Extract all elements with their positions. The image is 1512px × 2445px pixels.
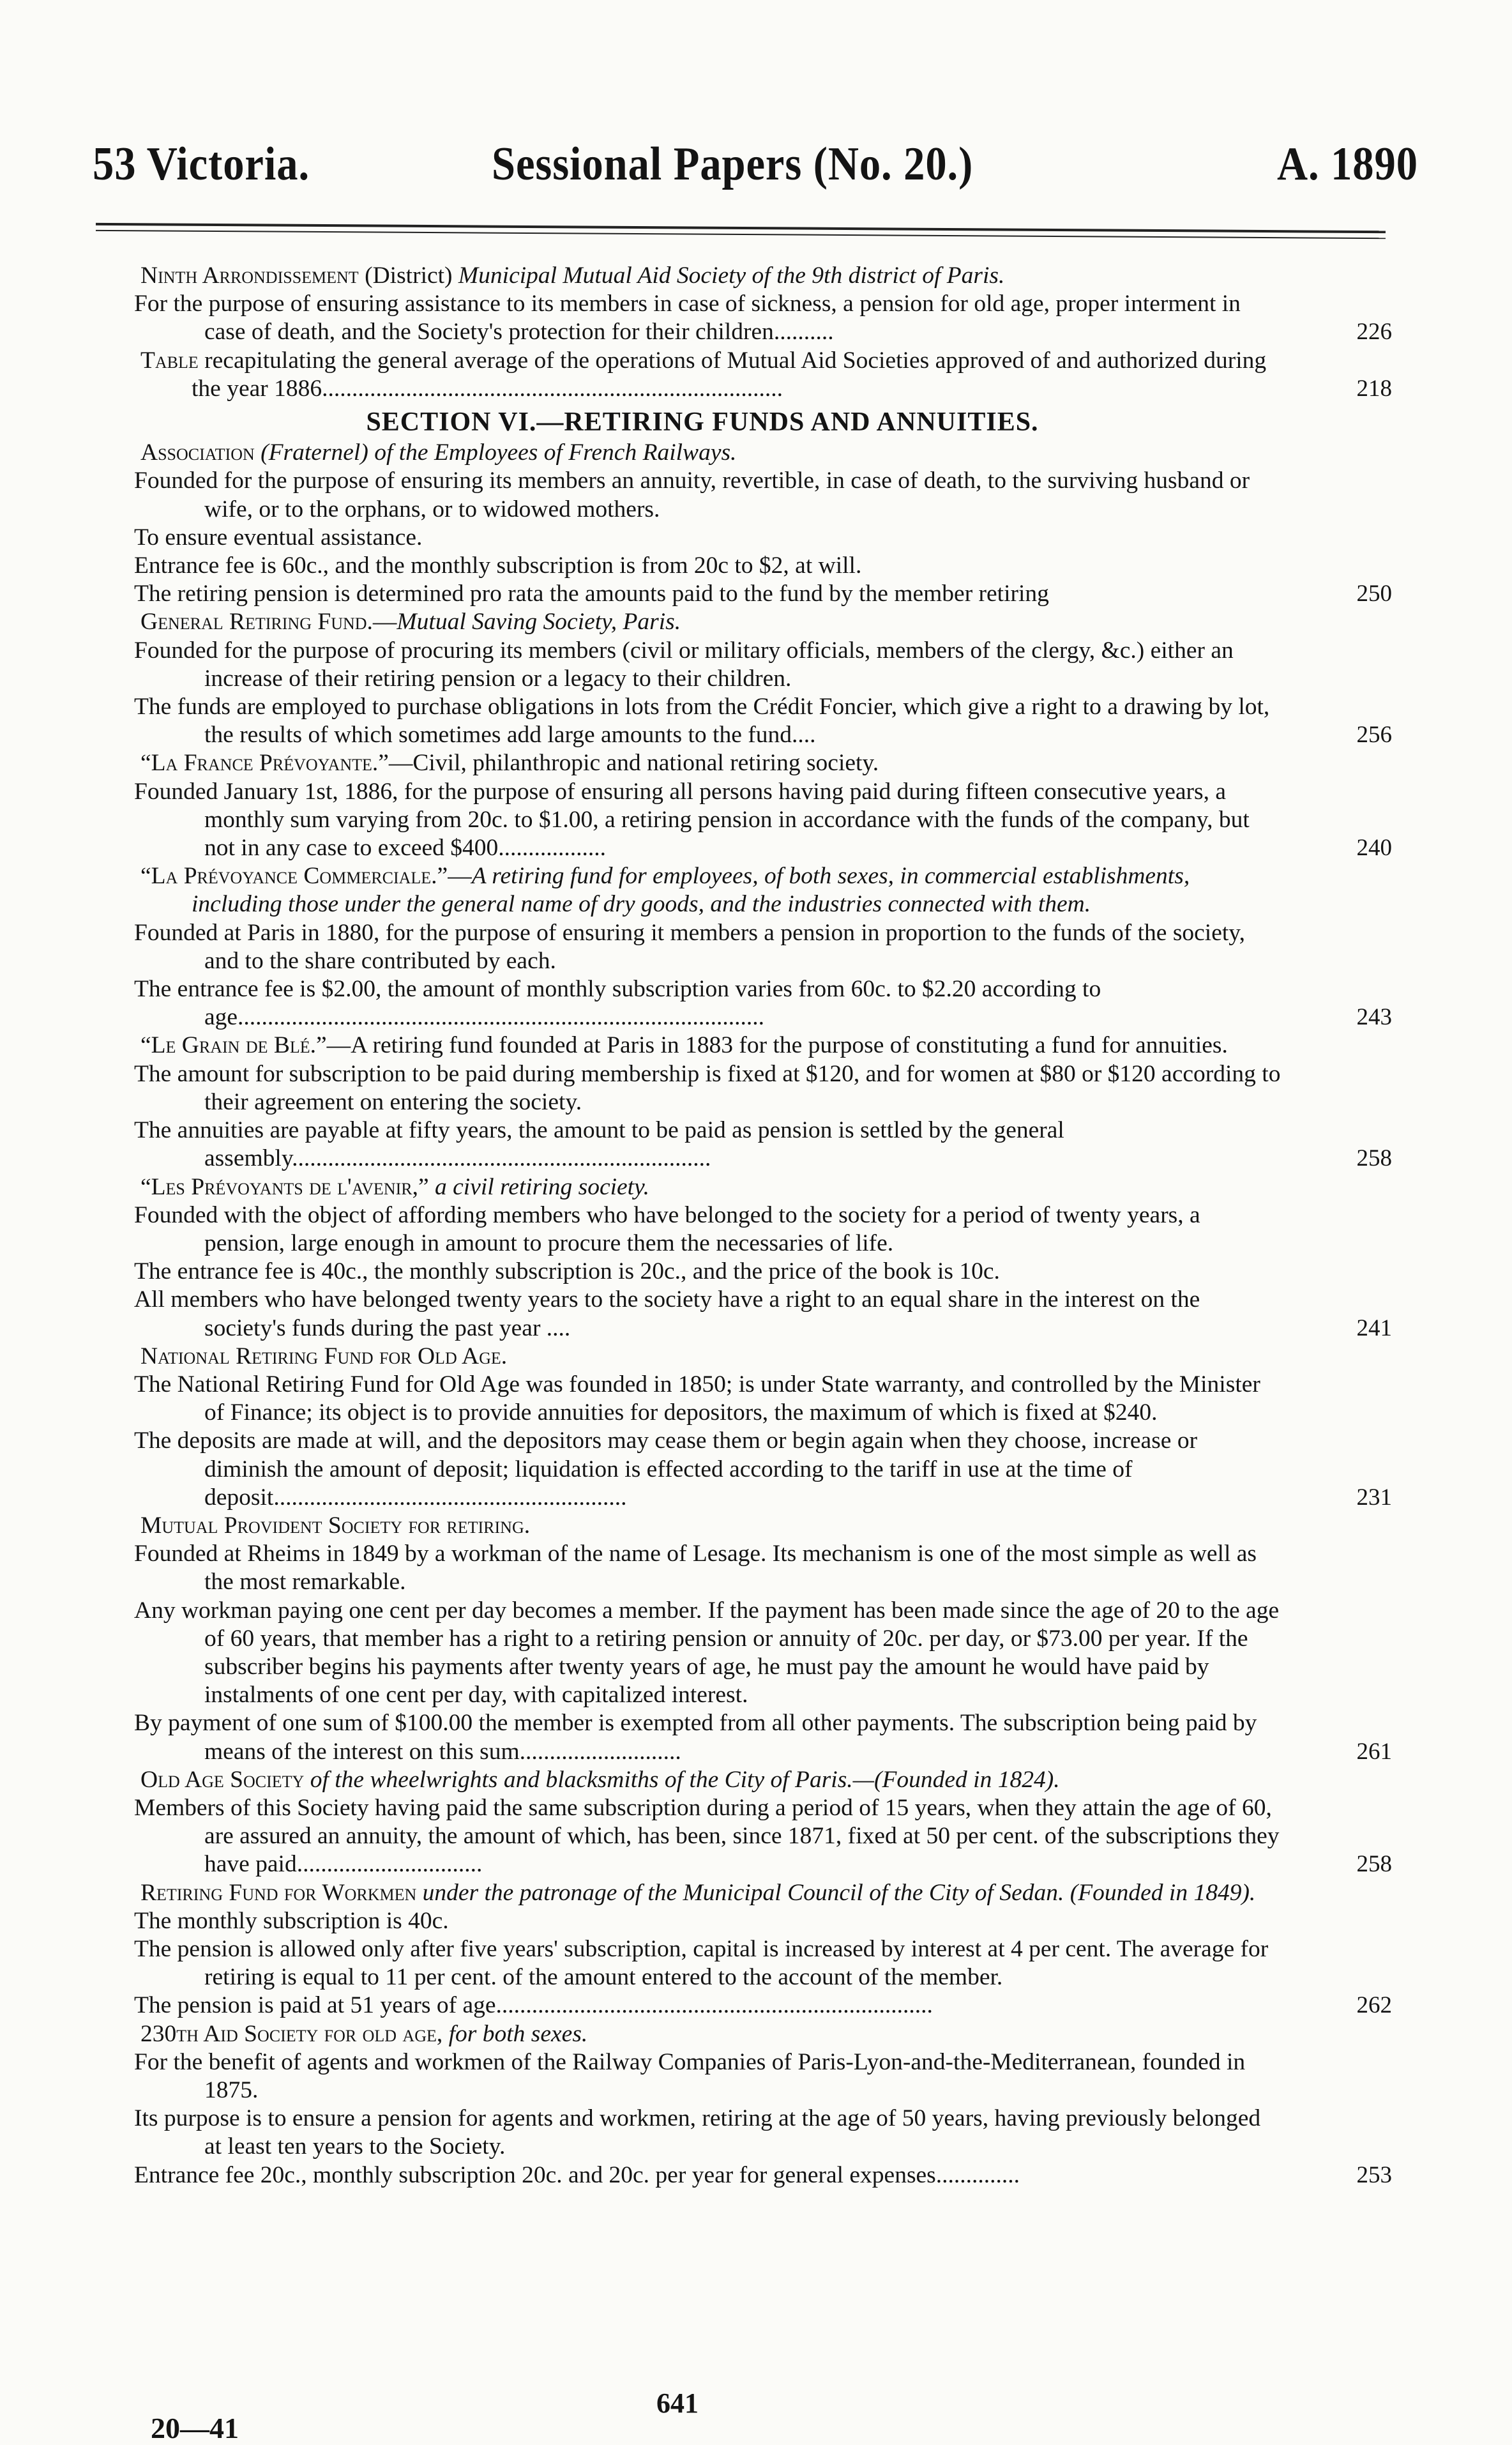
entry-paragraph: Founded with the object of affording members who have belonged to the society for a period of twenty years, a pension, large enough in amount to procure them the necessaries of life.: [134, 1201, 1200, 1256]
entry-paragraph: Entrance fee 20c., monthly subscription 20c. and 20c. per year for general expenses..............: [134, 2161, 1020, 2188]
page-reference: 262: [1356, 1992, 1392, 2019]
entry: [89, 1032, 1392, 1173]
entry: [89, 749, 1392, 862]
entry-title: General Retiring Fund.: [140, 609, 373, 636]
page-reference: 258: [1356, 1851, 1392, 1878]
entry-title-rest: —: [448, 863, 472, 890]
entry-title-italic: A retiring fund for employees, of both sexes, in commercial establishments, including those under the general name of dry goods, and the industries connected with them.: [192, 863, 1190, 918]
entry-heading: [89, 608, 1283, 636]
entries-group-b: [89, 439, 1392, 2190]
entry-paragraph: Founded at Rheims in 1849 by a workman of the name of Lesage. Its mechanism is one of the most simple as well as the most remarkable.: [134, 1541, 1257, 1596]
page-reference: 253: [1356, 2161, 1392, 2188]
entry-title-rest: [304, 1767, 310, 1793]
entry-title: “Le Grain de Blé.”: [140, 1032, 327, 1059]
entry-paragraph: By payment of one sum of $100.00 the member is exempted from all other payments. The subscription being paid by means of the interest on this sum...........................: [134, 1710, 1257, 1765]
entry-heading: [89, 439, 1283, 467]
entry-title: Ninth Arrondissement: [140, 263, 359, 289]
entry-heading: [89, 749, 1283, 777]
entry: [89, 1173, 1392, 1343]
entry-title-rest: [255, 439, 261, 466]
page-reference: 240: [1356, 835, 1392, 862]
entry-heading: [89, 2020, 1283, 2048]
entries-group-a: [89, 262, 1392, 403]
page-reference: 243: [1356, 1004, 1392, 1031]
entry-paragraph: The National Retiring Fund for Old Age was founded in 1850; is under State warranty, and controlled by the Minister of Finance; its object is to provide annuities for depositors, the maximum of which is fixed at $240.: [134, 1371, 1260, 1426]
entry: [89, 1766, 1392, 1879]
entry-heading: [89, 1879, 1283, 1907]
page-reference: 250: [1356, 581, 1392, 607]
entry-paragraph: The retiring pension is determined pro rata the amounts paid to the fund by the member retiring: [134, 581, 1049, 607]
entry-title-rest: [429, 1174, 435, 1200]
entry: [89, 1343, 1392, 1512]
signature-mark: 20—41: [151, 2412, 239, 2444]
entry: [89, 1879, 1392, 2020]
entry-title-rest: recapitulating the general average of the operations of Mutual Aid Societies approved of and authorized during the year 1886.............................................................................: [192, 347, 1267, 402]
entry-paragraph: The pension is allowed only after five years' subscription, capital is increased by interest at 4 per cent. The average for retiring is equal to 11 per cent. of the amount entered to the account of the member.: [134, 1935, 1269, 1991]
entry-title: Association: [140, 439, 255, 466]
entry-paragraph: Any workman paying one cent per day becomes a member. If the payment has been made since the age of 20 to the age of 60 years, that member has a right to a retiring pension or annuity of 20c. per day, or $73.00 per year. If the subscriber begins his payments after twenty years of age, he must pay the amount he would have paid by instalments of one cent per day, with capitalized interest.: [134, 1597, 1280, 1709]
entry-paragraph: The funds are employed to purchase obligations in lots from the Crédit Foncier, which give a right to a drawing by lot, the results of which sometimes add large amounts to the fund....: [134, 694, 1270, 749]
page-reference: 218: [1356, 375, 1392, 402]
header-left: 53 Victoria.: [93, 138, 310, 190]
entry-title-rest: —A retiring fund founded at Paris in 1883 for the purpose of constituting a fund for annuities.: [326, 1032, 1228, 1059]
entry: [89, 1512, 1392, 1766]
entry-title: 230th Aid Society for old age,: [140, 2020, 443, 2047]
entry-title-rest: —: [372, 609, 397, 636]
entry-title: Retiring Fund for Workmen: [140, 1879, 417, 1906]
header-center: Sessional Papers (No. 20.): [492, 138, 974, 190]
entry-title-italic: of the wheelwrights and blacksmiths of the City of Paris.—(Founded in 1824).: [310, 1766, 1060, 1793]
entry-heading: [89, 1032, 1283, 1060]
page-reference: 231: [1356, 1484, 1392, 1511]
section-title: SECTION VI.—RETIRING FUNDS AND ANNUITIES.: [366, 408, 1039, 438]
entry: [89, 608, 1392, 749]
entry-heading: [89, 1766, 1283, 1794]
entry-paragraph: Founded January 1st, 1886, for the purpose of ensuring all persons having paid during fifteen consecutive years, a monthly sum varying from 20c. to $1.00, a retiring pension in accordance with the funds of the company, but not in any case to exceed $400..................: [134, 778, 1250, 862]
entry: [89, 262, 1392, 347]
entry-paragraph: The entrance fee is 40c., the monthly subscription is 20c., and the price of the book is 10c.: [134, 1258, 1000, 1285]
entry-heading: [89, 347, 1283, 403]
page-folio: 641: [656, 2388, 699, 2419]
entry-heading: [89, 862, 1283, 918]
entry-paragraph: To ensure eventual assistance.: [134, 524, 423, 551]
entry-title-italic: for both sexes.: [448, 2020, 588, 2047]
entry-title: Old Age Society: [140, 1766, 305, 1793]
entry-title: “La France Prévoyante.”: [140, 750, 389, 777]
entry-paragraph: All members who have belonged twenty years to the society have a right to an equal share in the interest on the society's funds during the past year ....: [134, 1286, 1200, 1341]
entry-paragraph: The amount for subscription to be paid during membership is fixed at $120, and for women at $80 or $120 according to their agreement on entering the society.: [134, 1060, 1281, 1115]
entry-paragraph: Founded at Paris in 1880, for the purpose of ensuring it members a pension in proportion to the funds of the society, and to the share contributed by each.: [134, 919, 1245, 974]
entry-paragraph: Members of this Society having paid the same subscription during a period of 15 years, when they attain the age of 60, are assured an annuity, the amount of which, has been, since 1871, fixed at 50 per cent. of the subscriptions they have paid...............................: [134, 1794, 1280, 1878]
entry-title: “La Prévoyance Commerciale.”: [140, 863, 448, 890]
page-reference: 226: [1356, 319, 1392, 346]
entry-title: Table: [140, 347, 199, 374]
entry-paragraph: For the purpose of ensuring assistance to its members in case of sickness, a pension for old age, proper interment in case of death, and the Society's protection for their children..........: [134, 291, 1241, 346]
entry-title-italic: under the patronage of the Municipal Council of the City of Sedan. (Founded in 1849).: [422, 1879, 1256, 1906]
entry-paragraph: The entrance fee is $2.00, the amount of monthly subscription varies from 60c. to $2.20 according to age........................................................................................: [134, 976, 1101, 1031]
header-right: A. 1890: [1277, 138, 1418, 190]
entry-paragraph: The pension is paid at 51 years of age.........................................................................: [134, 1992, 933, 2019]
entry-title-italic: Municipal Mutual Aid Society of the 9th district of Paris.: [458, 263, 1005, 289]
entry-title-rest: [416, 1880, 422, 1906]
entry-paragraph: The deposits are made at will, and the depositors may cease them or begin again when they choose, increase or diminish the amount of deposit; liquidation is effected according to the tariff in use at the time of deposit...........................................................: [134, 1428, 1198, 1511]
entry-title: Mutual Provident Society for retiring.: [140, 1512, 531, 1539]
entry-paragraph: Entrance fee is 60c., and the monthly subscription is from 20c to $2, at will.: [134, 552, 862, 579]
entry-paragraph: The monthly subscription is 40c.: [134, 1907, 449, 1934]
entry: [89, 439, 1392, 608]
entry-title-rest: (District): [358, 263, 458, 289]
page-reference: 261: [1356, 1738, 1392, 1765]
entry-title: National Retiring Fund for Old Age.: [140, 1343, 508, 1369]
entry-heading: [89, 1343, 1283, 1371]
entry: [89, 862, 1392, 1032]
entry-title: “Les Prévoyants de l'avenir,”: [140, 1173, 429, 1200]
entry-paragraph: Founded for the purpose of procuring its members (civil or military officials, members of the clergy, &c.) either an increase of their retiring pension or a legacy to their children.: [134, 637, 1234, 692]
entry-paragraph: The annuities are payable at fifty years, the amount to be paid as pension is settled by the general assembly......................................................................: [134, 1117, 1064, 1172]
entry: [89, 2020, 1392, 2190]
entry-title-italic: Mutual Saving Society, Paris.: [397, 609, 681, 636]
entry-paragraph: Its purpose is to ensure a pension for agents and workmen, retiring at the age of 50 years, having previously belonged at least ten years to the Society.: [134, 2105, 1261, 2160]
entry-paragraph: Founded for the purpose of ensuring its members an annuity, revertible, in case of death, to the surviving husband or wife, or to the orphans, or to widowed mothers.: [134, 468, 1250, 522]
entry-title-italic: a civil retiring society.: [435, 1173, 650, 1200]
entry-heading: [89, 1512, 1283, 1540]
entry-title-rest: [442, 2021, 448, 2047]
page-reference: 258: [1356, 1145, 1392, 1172]
entry: [89, 347, 1392, 403]
page-reference: 241: [1356, 1314, 1392, 1341]
entry-paragraph: For the benefit of agents and workmen of the Railway Companies of Paris-Lyon-and-the-Mediterranean, founded in 1875.: [134, 2048, 1246, 2103]
entry-heading: [89, 262, 1283, 290]
entry-title-rest: —Civil, philanthropic and national retiring society.: [388, 750, 879, 777]
entry-heading: [89, 1173, 1283, 1201]
page-body: [89, 262, 1392, 2190]
entry-title-italic: (Fraternel) of the Employees of French Railways.: [261, 439, 737, 466]
page-reference: 256: [1356, 722, 1392, 749]
